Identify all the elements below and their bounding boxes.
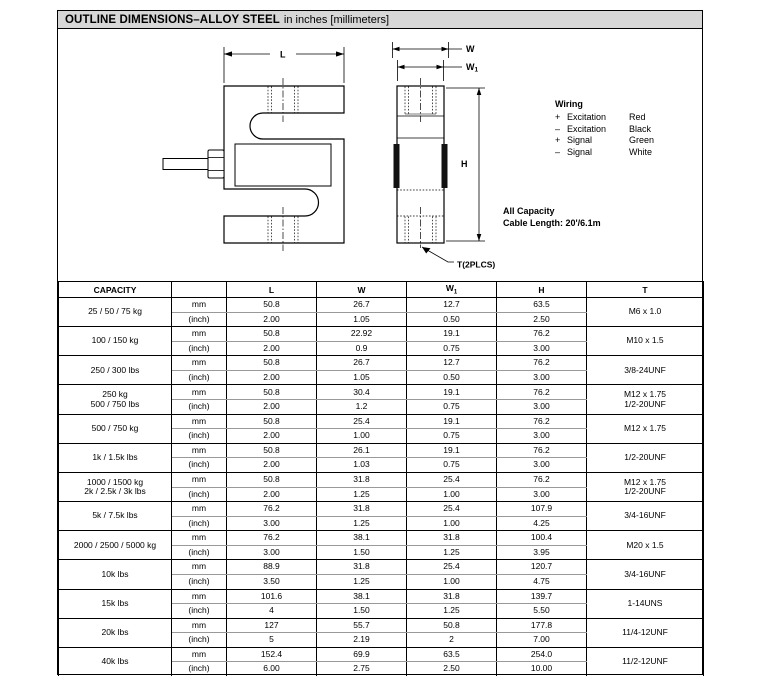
w-dimension xyxy=(393,42,463,58)
dim-value-inch: 3.95 xyxy=(497,545,587,560)
unit-cell-mm: mm xyxy=(172,589,227,604)
dim-value-inch: 1.25 xyxy=(317,487,407,502)
dim-value-mm: 22.92 xyxy=(317,327,407,342)
cable-connector xyxy=(163,150,224,178)
capacity-cell: 250 / 300 lbs xyxy=(59,356,172,385)
capacity-cell: 40k lbs xyxy=(59,647,172,676)
col-header-capacity: CAPACITY xyxy=(59,282,172,298)
table-row-mm xyxy=(59,385,704,400)
l-dim-label: L xyxy=(280,49,286,60)
diagram-area xyxy=(58,29,702,281)
col-header-w1: $W_1$ xyxy=(407,282,497,298)
dim-value-mm: 25.4 xyxy=(407,502,497,517)
dim-value-inch: 3.00 xyxy=(497,458,587,473)
thread-cell: M12 x 1.75 1/2-20UNF xyxy=(587,472,704,501)
unit-cell-mm: mm xyxy=(172,647,227,662)
dim-value-mm: 254.0 xyxy=(497,647,587,662)
table-row-mm xyxy=(59,647,704,662)
unit-cell-inch: (inch) xyxy=(172,516,227,531)
dim-value-mm: 76.2 xyxy=(497,356,587,371)
capacity-cell: 20k lbs xyxy=(59,618,172,647)
unit-cell-inch: (inch) xyxy=(172,574,227,589)
dim-value-inch: 0.75 xyxy=(407,341,497,356)
dim-value-mm: 120.7 xyxy=(497,560,587,575)
dim-value-inch: 0.50 xyxy=(407,370,497,385)
dim-value-inch: 2.50 xyxy=(407,662,497,676)
dim-value-inch: 3.00 xyxy=(497,429,587,444)
unit-cell-mm: mm xyxy=(172,385,227,400)
dim-value-inch: 3.00 xyxy=(497,341,587,356)
dim-value-inch: 1.2 xyxy=(317,400,407,415)
dim-value-mm: 177.8 xyxy=(497,618,587,633)
dim-value-mm: 50.8 xyxy=(407,618,497,633)
table-row-mm xyxy=(59,618,704,633)
dim-value-mm: 101.6 xyxy=(227,589,317,604)
wiring-sign: – xyxy=(555,146,561,157)
dim-value-mm: 50.8 xyxy=(227,356,317,371)
unit-cell-mm: mm xyxy=(172,531,227,546)
thread-cell: 3/4-16UNF xyxy=(587,502,704,531)
unit-cell-mm: mm xyxy=(172,472,227,487)
unit-cell-mm: mm xyxy=(172,414,227,429)
dimensions-table-body xyxy=(59,298,704,677)
dim-value-inch: 2.50 xyxy=(497,312,587,327)
dim-value-mm: 50.8 xyxy=(227,298,317,313)
dim-value-mm: 31.8 xyxy=(407,589,497,604)
dim-value-mm: 88.9 xyxy=(227,560,317,575)
wiring-name: Excitation xyxy=(567,123,607,134)
table-row-mm xyxy=(59,443,704,458)
section-title: OUTLINE DIMENSIONS–ALLOY STEEL xyxy=(65,13,280,26)
dim-value-inch: 4.25 xyxy=(497,516,587,531)
dim-value-mm: 38.1 xyxy=(317,589,407,604)
capacity-cell: 5k / 7.5k lbs xyxy=(59,502,172,531)
table-row-mm xyxy=(59,589,704,604)
col-header-unit xyxy=(172,282,227,298)
dim-value-mm: 31.8 xyxy=(317,502,407,517)
dim-value-mm: 50.8 xyxy=(227,327,317,342)
dim-value-inch: 1.03 xyxy=(317,458,407,473)
dim-value-inch: 1.25 xyxy=(317,516,407,531)
capacity-cell: 500 / 750 kg xyxy=(59,414,172,443)
dim-value-inch: 10.00 xyxy=(497,662,587,676)
dim-value-mm: 19.1 xyxy=(407,414,497,429)
wiring-legend xyxy=(555,99,654,158)
dim-value-mm: 76.2 xyxy=(497,443,587,458)
cable-note-line1: All Capacity xyxy=(503,206,555,216)
w1-dim-label: W1 xyxy=(466,62,479,74)
dim-value-inch: 0.9 xyxy=(317,341,407,356)
dim-value-mm: 38.1 xyxy=(317,531,407,546)
table-row-mm xyxy=(59,502,704,517)
dim-value-inch: 2.00 xyxy=(227,370,317,385)
wiring-row xyxy=(555,147,654,159)
thread-cell: 11/2-12UNF xyxy=(587,647,704,676)
dim-value-inch: 0.50 xyxy=(407,312,497,327)
dim-value-inch: 0.75 xyxy=(407,429,497,444)
wiring-heading: Wiring xyxy=(555,99,583,109)
wiring-name: Signal xyxy=(567,135,593,145)
table-row-mm xyxy=(59,298,704,313)
thread-cell: M12 x 1.75 xyxy=(587,414,704,443)
thread-cell: 1/2-20UNF xyxy=(587,443,704,472)
dim-value-mm: 63.5 xyxy=(497,298,587,313)
capacity-cell: 1000 / 1500 kg 2k / 2.5k / 3k lbs xyxy=(59,472,172,501)
dim-value-mm: 31.8 xyxy=(317,472,407,487)
thread-cell: 11/4-12UNF xyxy=(587,618,704,647)
dim-value-inch: 0.75 xyxy=(407,458,497,473)
unit-cell-inch: (inch) xyxy=(172,312,227,327)
dim-value-inch: 6.00 xyxy=(227,662,317,676)
unit-cell-inch: (inch) xyxy=(172,341,227,356)
dim-value-inch: 5 xyxy=(227,633,317,648)
dim-value-mm: 31.8 xyxy=(407,531,497,546)
dim-value-inch: 1.25 xyxy=(407,545,497,560)
unit-cell-mm: mm xyxy=(172,298,227,313)
capacity-cell: 2000 / 2500 / 5000 kg xyxy=(59,531,172,560)
dim-value-inch: 3.00 xyxy=(497,487,587,502)
dim-value-inch: 2.00 xyxy=(227,429,317,444)
dim-value-mm: 152.4 xyxy=(227,647,317,662)
capacity-cell: 250 kg 500 / 750 lbs xyxy=(59,385,172,414)
hex-nut xyxy=(208,150,224,178)
dim-value-inch: 3.00 xyxy=(497,400,587,415)
thread-cell: M10 x 1.5 xyxy=(587,327,704,356)
w1-dimension xyxy=(398,60,463,81)
dim-value-inch: 3.00 xyxy=(227,516,317,531)
dim-value-inch: 0.75 xyxy=(407,400,497,415)
dim-value-mm: 76.2 xyxy=(497,472,587,487)
wiring-color: Black xyxy=(629,123,652,134)
dim-value-mm: 50.8 xyxy=(227,385,317,400)
unit-cell-mm: mm xyxy=(172,356,227,371)
dim-value-mm: 25.4 xyxy=(407,560,497,575)
dim-value-mm: 50.8 xyxy=(227,472,317,487)
front-view xyxy=(393,42,486,262)
table-row-mm xyxy=(59,560,704,575)
dim-value-mm: 127 xyxy=(227,618,317,633)
unit-cell-inch: (inch) xyxy=(172,429,227,444)
dim-value-inch: 2.75 xyxy=(317,662,407,676)
wiring-sign: + xyxy=(555,135,561,145)
dim-value-mm: 19.1 xyxy=(407,385,497,400)
thread-cell: 3/4-16UNF xyxy=(587,560,704,589)
dim-value-inch: 1.00 xyxy=(407,516,497,531)
wiring-color: Red xyxy=(629,112,646,122)
unit-cell-inch: (inch) xyxy=(172,662,227,676)
wiring-sign: – xyxy=(555,123,561,134)
dim-value-mm: 76.2 xyxy=(497,414,587,429)
dim-value-mm: 19.1 xyxy=(407,327,497,342)
unit-cell-inch: (inch) xyxy=(172,633,227,648)
dim-value-mm: 25.4 xyxy=(407,472,497,487)
cable-note-line2: Cable Length: 20'/6.1m xyxy=(503,217,601,228)
dim-value-inch: 2.19 xyxy=(317,633,407,648)
dim-value-mm: 50.8 xyxy=(227,414,317,429)
capacity-cell: 10k lbs xyxy=(59,560,172,589)
table-row-mm xyxy=(59,531,704,546)
s-beam-outline xyxy=(224,86,344,243)
wiring-name: Excitation xyxy=(567,112,607,122)
capacity-cell: 15k lbs xyxy=(59,589,172,618)
thread-cell: 3/8-24UNF xyxy=(587,356,704,385)
unit-cell-mm: mm xyxy=(172,327,227,342)
dim-value-mm: 19.1 xyxy=(407,443,497,458)
unit-cell-inch: (inch) xyxy=(172,400,227,415)
wiring-row xyxy=(555,124,654,136)
unit-cell-mm: mm xyxy=(172,618,227,633)
capacity-cell: 100 / 150 kg xyxy=(59,327,172,356)
dim-value-inch: 5.50 xyxy=(497,604,587,619)
unit-cell-mm: mm xyxy=(172,560,227,575)
dim-value-inch: 7.00 xyxy=(497,633,587,648)
dim-value-mm: 76.2 xyxy=(227,531,317,546)
wiring-color: Green xyxy=(629,135,655,145)
gage-cover-right xyxy=(442,144,448,188)
side-view xyxy=(163,47,344,251)
unit-cell-mm: mm xyxy=(172,502,227,517)
dim-value-inch: 2.00 xyxy=(227,341,317,356)
cable-note xyxy=(503,206,601,229)
dim-value-mm: 12.7 xyxy=(407,356,497,371)
col-header-w: W xyxy=(317,282,407,298)
dim-value-inch: 3.00 xyxy=(497,370,587,385)
capacity-cell: 25 / 50 / 75 kg xyxy=(59,298,172,327)
unit-cell-inch: (inch) xyxy=(172,545,227,560)
capacity-cell: 1k / 1.5k lbs xyxy=(59,443,172,472)
table-row-mm xyxy=(59,414,704,429)
table-header-row xyxy=(59,282,704,298)
dim-value-inch: 1.00 xyxy=(407,487,497,502)
gage-cover-left xyxy=(394,144,400,188)
unit-cell-mm: mm xyxy=(172,443,227,458)
dim-value-inch: 3.00 xyxy=(227,545,317,560)
section-title-bar xyxy=(58,11,702,29)
wiring-color: White xyxy=(629,146,653,157)
col-header-h: H xyxy=(497,282,587,298)
table-row-mm xyxy=(59,356,704,371)
cable xyxy=(163,159,208,170)
outline-dimensions-panel xyxy=(57,10,703,675)
thread-cell: M6 x 1.0 xyxy=(587,298,704,327)
thread-cell: M12 x 1.75 1/2-20UNF xyxy=(587,385,704,414)
col-header-t: T xyxy=(587,282,704,298)
dim-value-inch: 1.05 xyxy=(317,370,407,385)
dim-value-mm: 12.7 xyxy=(407,298,497,313)
dim-value-mm: 139.7 xyxy=(497,589,587,604)
dim-value-mm: 69.9 xyxy=(317,647,407,662)
dim-value-inch: 2.00 xyxy=(227,487,317,502)
dim-value-mm: 31.8 xyxy=(317,560,407,575)
unit-cell-inch: (inch) xyxy=(172,370,227,385)
table-row-mm xyxy=(59,472,704,487)
wiring-row xyxy=(555,135,654,147)
dim-value-mm: 26.1 xyxy=(317,443,407,458)
w-dim-label: W xyxy=(466,44,475,54)
unit-cell-inch: (inch) xyxy=(172,604,227,619)
dim-value-inch: 1.25 xyxy=(407,604,497,619)
dim-value-inch: 2 xyxy=(407,633,497,648)
dimensions-table xyxy=(58,281,704,676)
dim-value-inch: 1.00 xyxy=(317,429,407,444)
dim-value-inch: 1.25 xyxy=(317,574,407,589)
dim-value-inch: 2.00 xyxy=(227,400,317,415)
dim-value-mm: 76.2 xyxy=(497,385,587,400)
dim-value-mm: 107.9 xyxy=(497,502,587,517)
wiring-row xyxy=(555,112,654,124)
t-leader xyxy=(422,247,454,262)
unit-cell-inch: (inch) xyxy=(172,458,227,473)
dim-value-mm: 26.7 xyxy=(317,298,407,313)
dim-value-inch: 2.00 xyxy=(227,312,317,327)
dim-value-inch: 4.75 xyxy=(497,574,587,589)
thread-cell: 1-14UNS xyxy=(587,589,704,618)
dim-value-mm: 63.5 xyxy=(407,647,497,662)
dim-value-inch: 1.00 xyxy=(407,574,497,589)
dim-value-mm: 76.2 xyxy=(497,327,587,342)
section-title-units: in inches [millimeters] xyxy=(283,13,390,26)
h-dim-label: H xyxy=(461,159,468,169)
thread-cell: M20 x 1.5 xyxy=(587,531,704,560)
t-dim-label: T(2PLCS) xyxy=(457,259,496,270)
table-row-mm xyxy=(59,327,704,342)
dim-value-mm: 50.8 xyxy=(227,443,317,458)
dim-value-mm: 76.2 xyxy=(227,502,317,517)
dim-value-mm: 30.4 xyxy=(317,385,407,400)
dim-value-mm: 26.7 xyxy=(317,356,407,371)
dim-value-inch: 1.50 xyxy=(317,604,407,619)
dim-value-inch: 2.00 xyxy=(227,458,317,473)
wiring-sign: + xyxy=(555,112,561,122)
dim-value-inch: 4 xyxy=(227,604,317,619)
dim-value-inch: 3.50 xyxy=(227,574,317,589)
wiring-name: Signal xyxy=(567,146,593,157)
col-header-l: L xyxy=(227,282,317,298)
dim-value-mm: 55.7 xyxy=(317,618,407,633)
unit-cell-inch: (inch) xyxy=(172,487,227,502)
dim-value-mm: 25.4 xyxy=(317,414,407,429)
dim-value-inch: 1.05 xyxy=(317,312,407,327)
dim-value-mm: 100.4 xyxy=(497,531,587,546)
dim-value-inch: 1.50 xyxy=(317,545,407,560)
